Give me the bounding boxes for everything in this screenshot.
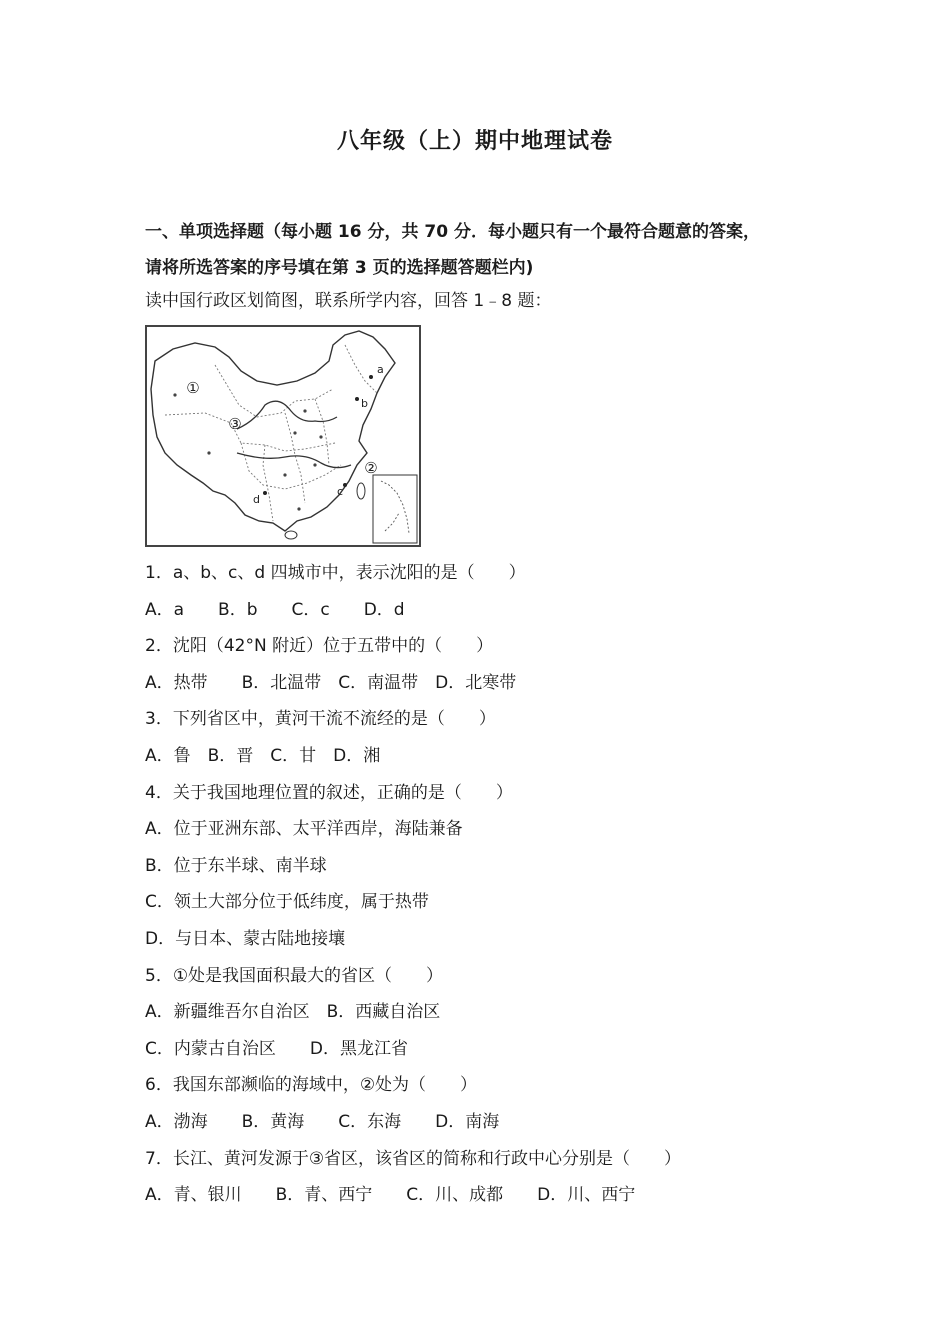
- city-dot-c: [343, 483, 347, 487]
- city-dot-b: [355, 397, 359, 401]
- question-option-a: A．位于亚洲东部、太平洋西岸，海陆兼备: [145, 819, 463, 840]
- question-stem: 1．a、b、c、d 四城市中，表示沈阳的是（ ）: [145, 563, 526, 583]
- city-dot-d: [263, 491, 267, 495]
- question-5: [145, 958, 845, 1068]
- section-heading-line-2: 请将所选答案的序号填在第 3 页的选择题答题栏内): [145, 258, 534, 278]
- map-label-d: d: [253, 493, 260, 506]
- question-7: [145, 1141, 845, 1214]
- question-option-b: B．位于东半球、南半球: [145, 855, 327, 876]
- question-stem: 5．①处是我国面积最大的省区（ ）: [145, 965, 444, 986]
- question-stem: 6．我国东部濒临的海域中，②处为（ ）: [145, 1075, 478, 1096]
- question-6: [145, 1067, 845, 1140]
- question-list: [145, 555, 845, 1214]
- intro-text: 读中国行政区划简图，联系所学内容，回答 1﹣8 题：: [145, 291, 552, 311]
- map-label-sea-2: ②: [364, 459, 378, 477]
- question-options: A．鲁 B．晋 C．甘 D．湘: [145, 745, 381, 766]
- question-options: A．热带 B．北温带 C．南温带 D．北寒带: [145, 672, 517, 693]
- page-title: 八年级（上）期中地理试卷: [336, 129, 613, 154]
- question-options: A．青、银川 B．青、西宁 C．川、成都 D．川、西宁: [145, 1185, 636, 1206]
- question-2: [145, 628, 845, 701]
- question-stem: 3．下列省区中，黄河干流不流经的是（ ）: [145, 709, 496, 730]
- section-heading: [145, 214, 845, 286]
- map-label-b: b: [361, 397, 368, 410]
- map-label-a: a: [377, 363, 384, 376]
- question-options-ab: A．新疆维吾尔自治区 B．西藏自治区: [145, 1002, 441, 1023]
- map-label-region-3: ③: [228, 415, 242, 433]
- question-stem: 7．长江、黄河发源于③省区，该省区的简称和行政中心分别是（ ）: [145, 1148, 682, 1169]
- question-option-c: C．领土大部分位于低纬度，属于热带: [145, 892, 429, 913]
- map-label-region-1: ①: [186, 379, 200, 397]
- question-3: [145, 701, 845, 774]
- question-options: A．渤海 B．黄海 C．东海 D．南海: [145, 1111, 500, 1132]
- question-1: [145, 555, 845, 628]
- section-heading-line-1: 一、单项选择题（每小题 16 分，共 70 分．每小题只有一个最符合题意的答案，: [145, 222, 760, 242]
- map-label-c: c: [337, 485, 344, 498]
- question-options-cd: C．内蒙古自治区 D．黑龙江省: [145, 1038, 408, 1059]
- question-option-d: D．与日本、蒙古陆地接壤: [145, 928, 346, 949]
- question-stem: 4．关于我国地理位置的叙述，正确的是（ ）: [145, 782, 513, 803]
- question-stem: 2．沈阳（42°N 附近）位于五带中的（ ）: [145, 636, 494, 657]
- question-4: [145, 775, 845, 958]
- china-map-figure: [145, 325, 421, 547]
- question-options: A．a B．b C．c D．d: [145, 599, 405, 620]
- city-dot-a: [369, 375, 373, 379]
